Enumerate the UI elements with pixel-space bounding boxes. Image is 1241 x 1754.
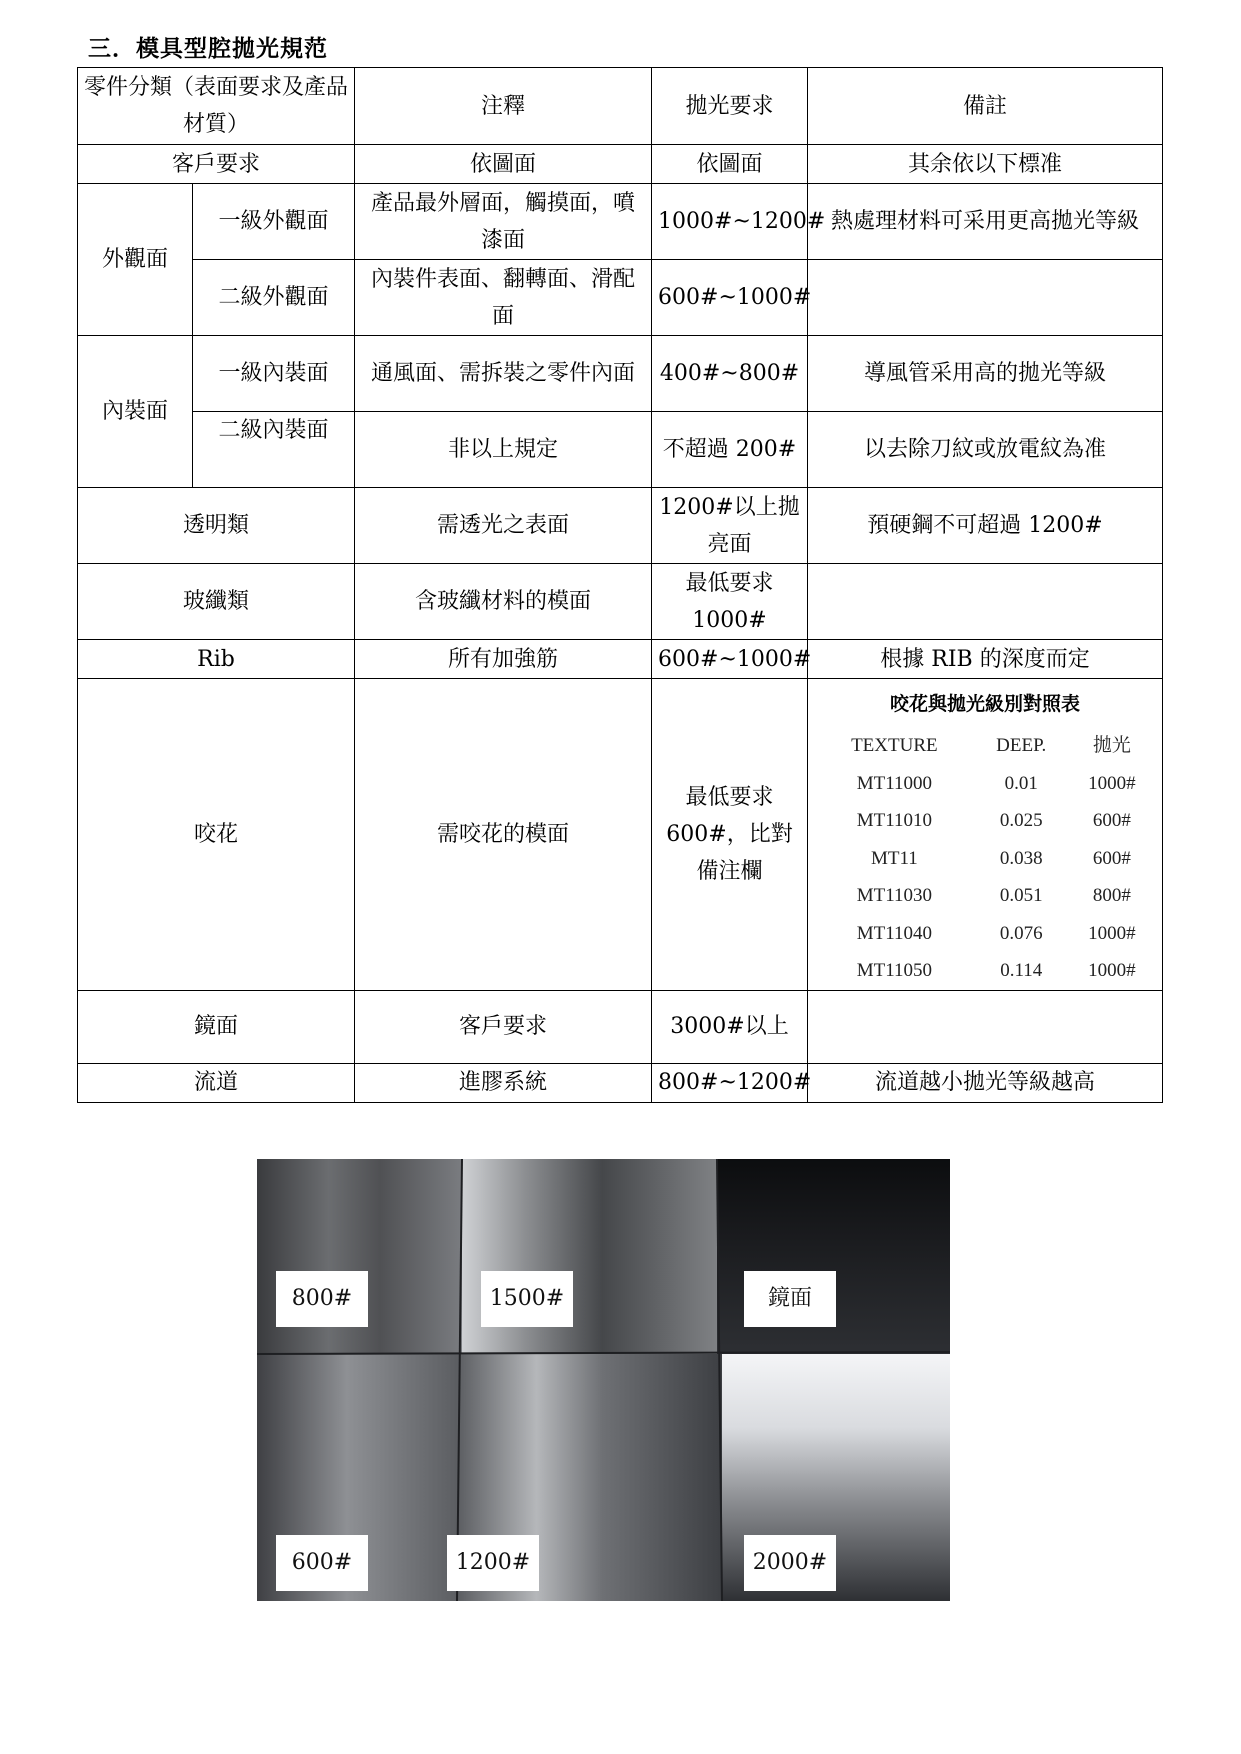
label-1200: 1200# xyxy=(447,1535,539,1591)
texture-code: MT11050 xyxy=(856,960,932,981)
table-row xyxy=(78,640,1163,679)
texture-depth: 0.025 xyxy=(999,810,1043,831)
cell-remark xyxy=(808,564,1163,640)
cell-polish: 800#~1200# xyxy=(652,1063,808,1102)
texture-reference-row xyxy=(814,765,1156,803)
table-header-row xyxy=(78,68,1163,145)
header-polish-requirement: 拋光要求 xyxy=(652,68,808,145)
cell-polish: 600#~1000# xyxy=(652,260,808,336)
polish-col-header: 拋光 xyxy=(1092,735,1131,756)
table-row xyxy=(78,564,1163,640)
polish-sample-photo xyxy=(257,1159,950,1601)
cell-category: 流道 xyxy=(78,1063,355,1102)
texture-polish: 1000# xyxy=(1088,960,1136,981)
cell-polish: 不超過 200# xyxy=(652,412,808,488)
texture-reference-row xyxy=(814,952,1156,990)
cell-remark: 以去除刀紋或放電紋為准 xyxy=(808,412,1163,488)
cell-note: 通風面、需拆裝之零件內面 xyxy=(355,336,652,412)
cell-category: 鏡面 xyxy=(78,990,355,1063)
header-part-category: 零件分類（表面要求及產品材質） xyxy=(78,68,355,145)
label-2000: 2000# xyxy=(744,1535,836,1591)
cell-subcategory: 二級內裝面 xyxy=(193,412,355,488)
cell-category: 玻纖類 xyxy=(78,564,355,640)
cell-group-interior: 內裝面 xyxy=(78,336,193,488)
label-600: 600# xyxy=(276,1535,368,1591)
texture-polish: 600# xyxy=(1092,810,1131,831)
cell-note: 所有加強筋 xyxy=(355,640,652,679)
cell-remark: 其余依以下標准 xyxy=(808,145,1163,184)
texture-reference-title: 咬花與拋光級別對照表 xyxy=(890,693,1081,715)
cell-remark: 導風管采用高的拋光等級 xyxy=(808,336,1163,412)
cell-polish: 最低要求 1000# xyxy=(652,564,808,640)
cell-remark xyxy=(808,260,1163,336)
texture-depth: 0.038 xyxy=(999,847,1043,869)
cell-polish: 600#~1000# xyxy=(652,640,808,679)
cell-note: 需咬花的模面 xyxy=(355,679,652,991)
cell-note: 內裝件表面、翻轉面、滑配面 xyxy=(355,260,652,336)
cell-subcategory: 一級外觀面 xyxy=(193,184,355,260)
cell-note: 需透光之表面 xyxy=(355,488,652,564)
cell-texture-reference xyxy=(808,679,1163,991)
texture-depth: 0.01 xyxy=(1004,772,1038,794)
texture-reference-row xyxy=(814,915,1156,953)
cell-subcategory: 二級外觀面 xyxy=(193,260,355,336)
cell-polish: 400#~800# xyxy=(652,336,808,412)
cell-group-appearance: 外觀面 xyxy=(78,184,193,336)
texture-polish: 1000# xyxy=(1088,772,1136,794)
texture-polish: 800# xyxy=(1092,885,1131,906)
table-row xyxy=(78,336,1163,412)
texture-code: MT11010 xyxy=(856,810,932,831)
table-row xyxy=(78,488,1163,564)
texture-col-header: TEXTURE xyxy=(851,735,938,756)
texture-polish: 1000# xyxy=(1088,922,1136,944)
cell-remark: 熱處理材料可采用更高拋光等級 xyxy=(808,184,1163,260)
cell-remark xyxy=(808,990,1163,1063)
cell-category: 透明類 xyxy=(78,488,355,564)
texture-depth: 0.051 xyxy=(999,885,1043,906)
cell-subcategory: 一級內裝面 xyxy=(193,336,355,412)
table-row xyxy=(78,990,1163,1063)
texture-reference-table xyxy=(814,727,1156,990)
page-heading: 三．模具型腔拋光規范 xyxy=(88,36,328,62)
table-row xyxy=(78,145,1163,184)
label-1500: 1500# xyxy=(481,1271,573,1327)
cell-note: 客戶要求 xyxy=(355,990,652,1063)
cell-remark: 根據 RIB 的深度而定 xyxy=(808,640,1163,679)
label-mirror: 鏡面 xyxy=(744,1271,836,1327)
cell-remark: 預硬鋼不可超過 1200# xyxy=(808,488,1163,564)
cell-polish: 依圖面 xyxy=(652,145,808,184)
header-remark: 備註 xyxy=(808,68,1163,145)
cell-note: 進膠系統 xyxy=(355,1063,652,1102)
cell-remark: 流道越小拋光等級越高 xyxy=(808,1063,1163,1102)
texture-code: MT11030 xyxy=(856,885,932,906)
table-row xyxy=(78,412,1163,488)
texture-code: MT11000 xyxy=(856,772,932,794)
cell-category: 咬花 xyxy=(78,679,355,991)
cell-polish: 1000#~1200# xyxy=(652,184,808,260)
texture-depth: 0.114 xyxy=(1000,960,1043,981)
polish-spec-table xyxy=(77,67,1163,1103)
texture-reference-row xyxy=(814,877,1156,915)
depth-col-header: DEEP. xyxy=(996,735,1047,756)
table-row xyxy=(78,260,1163,336)
cell-polish: 1200#以上拋亮面 xyxy=(652,488,808,564)
cell-note: 含玻纖材料的模面 xyxy=(355,564,652,640)
texture-reference-row xyxy=(814,802,1156,840)
cell-category: 客戶要求 xyxy=(78,145,355,184)
texture-code: MT11 xyxy=(870,847,918,869)
table-row xyxy=(78,679,1163,991)
cell-note: 依圖面 xyxy=(355,145,652,184)
texture-reference-row xyxy=(814,840,1156,878)
texture-polish: 600# xyxy=(1092,847,1131,869)
table-row xyxy=(78,1063,1163,1102)
texture-code: MT11040 xyxy=(856,922,932,944)
header-note: 注釋 xyxy=(355,68,652,145)
cell-category: Rib xyxy=(78,640,355,679)
table-row xyxy=(78,184,1163,260)
texture-reference-header xyxy=(814,727,1156,765)
cell-note: 非以上規定 xyxy=(355,412,652,488)
texture-depth: 0.076 xyxy=(999,922,1043,944)
cell-polish: 3000#以上 xyxy=(652,990,808,1063)
label-800: 800# xyxy=(276,1271,368,1327)
cell-note: 產品最外層面，觸摸面，噴漆面 xyxy=(355,184,652,260)
cell-polish: 最低要求 600#，比對備注欄 xyxy=(652,679,808,991)
